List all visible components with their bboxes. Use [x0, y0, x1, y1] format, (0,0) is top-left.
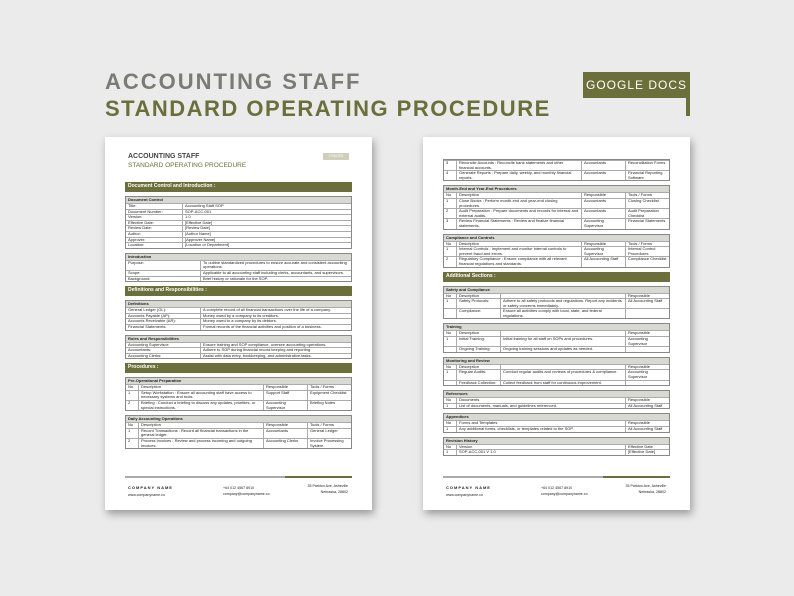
table-cell: 1	[446, 299, 449, 304]
table-heading: Training	[444, 324, 669, 330]
table-cell: Equipment Checklist	[307, 391, 351, 400]
table-cell: Accounting Clerks	[263, 439, 307, 448]
footer-company-name: COMPANY NAME	[446, 485, 491, 490]
table-cell: Responsible	[625, 365, 669, 370]
table-cell: Reconciliation Forms	[625, 161, 669, 170]
table-cell: Closing Checklist	[625, 199, 669, 208]
table-cell: No	[128, 423, 134, 428]
table-cell: 1	[128, 390, 131, 395]
table-row	[444, 426, 669, 432]
appendices-table	[443, 413, 670, 432]
table-cell: Audit Preparation : Prepare documents and records for internal and external audits.	[456, 209, 581, 218]
section-header-procedures: Procedures :	[125, 363, 352, 373]
table-row	[126, 225, 351, 231]
table-cell: Responsible	[581, 242, 625, 247]
table-row	[126, 242, 351, 248]
table-cell: Accounting Staff SOP	[182, 204, 351, 209]
table-heading: Roles and Responsibilities	[126, 336, 351, 342]
table-cell: [Review Date]	[182, 226, 351, 231]
table-cell: 2	[128, 439, 131, 444]
table-header-row	[444, 241, 669, 247]
table-cell: Description	[138, 385, 263, 390]
table-cell: Safety Protocols:	[456, 299, 500, 308]
table-cell	[500, 365, 625, 370]
table-cell: Briefing : Conduct a briefing to discuss any updates, priorities, or special instructions.	[138, 401, 263, 410]
table-cell: 1.0	[182, 215, 351, 220]
table-row	[126, 276, 351, 282]
footer-company-name: COMPANY NAME	[128, 485, 173, 490]
table-cell: Tools / Forms	[307, 423, 351, 428]
table-cell: Regulatory Compliance : Ensure compliance with all relevant financial regulations and standards.	[456, 257, 581, 266]
page-subtitle: STANDARD OPERATING PROCEDURE	[128, 162, 247, 169]
table-cell: 2	[446, 257, 449, 262]
table-cell: SOP-ACC-001	[182, 210, 351, 215]
table-cell: Ensure training and SOP compliance, oversee accounting operations.	[200, 343, 351, 348]
section-header-definitions: Definitions and Responsibilities :	[125, 286, 352, 296]
training-table	[443, 323, 670, 352]
main-title-line1: ACCOUNTING STAFF	[105, 69, 362, 94]
daily-ops-table	[125, 415, 352, 449]
table-cell: Approver:	[128, 237, 146, 242]
table-cell: Audit Preparation Checklist	[625, 209, 669, 218]
table-cell: No	[446, 331, 452, 336]
table-cell: To outline standardized procedures to ensure accurate and consistent accounting operations.	[200, 261, 351, 270]
table-cell: A complete record of all financial transactions over the life of a company.	[200, 308, 351, 313]
table-cell	[444, 309, 456, 318]
month-end-table	[443, 185, 670, 229]
footer-address-line2: Nebraska, 28802	[638, 490, 666, 494]
table-cell: Forms and Templates	[456, 421, 625, 426]
table-cell: Brief history or rationale for the SOP.	[200, 277, 351, 282]
table-cell: Description	[456, 331, 500, 336]
table-cell: SOP-ACC-001 V 1.0	[456, 450, 625, 455]
table-cell: List of documents, manuals, and guidelines referenced.	[456, 404, 625, 409]
table-row	[444, 256, 669, 266]
table-cell: No	[446, 193, 452, 198]
table-cell: 3	[446, 161, 449, 165]
footer-address-line2: Nebraska, 28802	[320, 490, 348, 494]
table-cell: Accountants:	[128, 348, 152, 353]
table-heading: Compliance and Controls	[444, 235, 669, 241]
table-cell: Money owed by a company to its creditors.	[200, 314, 351, 319]
table-cell	[444, 347, 456, 352]
table-cell: Description	[456, 294, 500, 299]
table-row	[126, 307, 351, 313]
table-heading: Monitoring and Review	[444, 358, 669, 364]
table-row	[126, 347, 351, 353]
table-cell: 1	[446, 198, 449, 203]
table-cell: 1	[446, 337, 449, 342]
table-cell: Accounting Clerks:	[128, 353, 162, 358]
table-cell: 1	[446, 403, 449, 408]
table-cell: Author:	[128, 231, 141, 236]
table-row	[126, 400, 351, 410]
table-cell: Any additional forms, checklists, or templates related to the SOP.	[456, 427, 625, 432]
document-page-2	[423, 137, 690, 510]
table-cell: 1	[446, 247, 449, 252]
table-cell: Financial Reporting Software	[625, 171, 669, 180]
table-cell: Responsible	[263, 385, 307, 390]
table-cell: Financial Statements	[625, 219, 669, 228]
table-row	[444, 218, 669, 228]
table-cell: Review Date:	[128, 226, 152, 231]
table-cell: Internal Control Procedures	[625, 247, 669, 256]
introduction-table	[125, 253, 352, 282]
table-row	[444, 369, 669, 379]
document-control-table	[125, 196, 352, 249]
monitoring-table	[443, 357, 670, 386]
table-row	[444, 403, 669, 409]
table-cell: Reconcile Accounts : Reconcile bank statements and other financial accounts.	[456, 161, 581, 170]
table-heading: Revision History	[444, 438, 669, 444]
page-footer	[125, 476, 352, 510]
table-row	[126, 203, 351, 209]
safety-table	[443, 286, 670, 320]
footer-email: company@companyname.co	[541, 492, 588, 496]
table-heading: Pre-Operational Preparation	[126, 378, 351, 384]
footer-email: company@companyname.co	[223, 492, 270, 496]
table-row	[126, 270, 351, 276]
references-table	[443, 390, 670, 409]
table-cell: Accounting Supervisor	[263, 401, 307, 410]
table-cell: Financial Statements:	[128, 324, 167, 329]
table-cell: Version:	[128, 215, 143, 220]
table-row	[444, 449, 669, 455]
page-footer	[443, 476, 670, 510]
table-heading: Appendices	[444, 414, 669, 420]
table-cell: 3	[446, 219, 449, 224]
table-cell: Close Books : Perform month-end and year-end closing procedures.	[456, 199, 581, 208]
table-cell: Tools / Forms	[307, 385, 351, 390]
table-cell: Tools / Forms	[625, 193, 669, 198]
compliance-table	[443, 234, 670, 268]
table-cell: Money owed to a company by its debtors.	[200, 319, 351, 324]
table-cell: Applicable to all accounting staff including clerks, accountants, and supervisors.	[200, 271, 351, 276]
table-row	[444, 308, 669, 318]
table-cell: Adhere to all safety protocols and regulations. Report any incidents or safety concerns immediately.	[500, 299, 625, 308]
table-heading: References	[444, 391, 669, 397]
table-row	[444, 336, 669, 346]
table-cell: Purpose:	[128, 260, 145, 265]
table-cell: Support Staff	[263, 391, 307, 400]
table-cell: [Author Name]	[182, 232, 351, 237]
table-header-row	[444, 293, 669, 299]
badge-accent-line	[686, 94, 690, 116]
table-cell: Scope:	[128, 270, 141, 275]
footer-bar-accent	[443, 476, 603, 478]
table-cell: Conduct regular audits and reviews of procedures & compliance.	[500, 370, 625, 379]
table-cell: Adhere to SOP during financial record keeping and reporting.	[200, 348, 351, 353]
table-row	[126, 318, 351, 324]
table-heading: Document Control	[126, 197, 351, 203]
table-header-row	[126, 384, 351, 390]
table-cell: Ongoing Training:	[456, 347, 500, 352]
table-row	[126, 214, 351, 220]
table-cell: [Location or Department]	[182, 243, 351, 248]
table-cell: Accounting Supervisor	[581, 247, 625, 256]
table-cell: No	[446, 241, 452, 246]
table-cell: Accountants	[263, 429, 307, 438]
footer-phone: +64 012 4567 8910	[541, 486, 573, 490]
table-row	[126, 428, 351, 438]
table-cell: Background:	[128, 276, 151, 281]
table-cell: Invoice Processing System	[307, 439, 351, 448]
table-row	[126, 260, 351, 270]
table-cell: General Ledger (GL):	[128, 308, 167, 313]
table-cell: All Accounting Staff	[625, 299, 669, 308]
table-heading: Introduction	[126, 254, 351, 260]
table-cell: [Approver Name]	[182, 238, 351, 243]
table-cell	[444, 381, 456, 386]
table-cell: 4	[446, 171, 449, 176]
table-cell: Effective Date:	[128, 220, 154, 225]
table-row	[444, 298, 669, 308]
table-cell: Responsible	[625, 421, 669, 426]
table-cell: Effective Date	[625, 445, 669, 450]
table-cell: [Effective Date]	[625, 450, 669, 455]
table-row	[444, 208, 669, 218]
table-row	[444, 346, 669, 352]
footer-phone: +64 012 4567 8910	[223, 486, 255, 490]
preop-table	[125, 377, 352, 411]
table-heading: Month-End and Year-End Procedures	[444, 186, 669, 192]
table-cell: 2	[128, 401, 131, 406]
table-header-row	[126, 422, 351, 428]
definitions-table	[125, 300, 352, 330]
table-cell: Location:	[128, 243, 145, 248]
table-cell: Description	[138, 423, 263, 428]
table-cell: Document Number:	[128, 209, 163, 214]
table-cell: Initial training for all staff on SOPs and procedures.	[500, 337, 625, 346]
table-row	[126, 390, 351, 400]
table-cell: Regular Audits:	[456, 370, 500, 379]
table-row	[126, 231, 351, 237]
table-header-row	[444, 364, 669, 370]
table-cell: Accountants	[581, 209, 625, 218]
table-cell: Record Transactions : Record all financial transactions in the general ledger.	[138, 429, 263, 438]
section-header-doc-control: Document Control and Introduction :	[125, 182, 352, 192]
table-header-row	[444, 420, 669, 426]
table-cell: Responsible	[625, 331, 669, 336]
roles-table	[125, 335, 352, 360]
footer-website: www.companyname.co	[446, 493, 483, 497]
page-header	[125, 137, 352, 182]
table-cell: Accountants	[581, 199, 625, 208]
table-cell: Tools / Forms	[625, 242, 669, 247]
table-cell: Accounting Supervisor	[581, 219, 625, 228]
table-cell: Accounts Payable (AP):	[128, 313, 171, 318]
table-heading: Definitions	[126, 301, 351, 307]
table-row	[126, 342, 351, 348]
table-header-row	[444, 330, 669, 336]
table-cell: No	[446, 364, 452, 369]
table-header-row	[444, 444, 669, 450]
table-cell: General Ledger	[307, 429, 351, 438]
table-row	[126, 313, 351, 319]
table-cell: 2	[446, 209, 449, 214]
table-cell: Compliance Checklist	[625, 257, 669, 266]
page-title: ACCOUNTING STAFF	[128, 153, 200, 160]
table-cell: 1	[128, 428, 131, 433]
table-cell: Compliance:	[456, 309, 500, 318]
table-cell: Title:	[128, 204, 137, 208]
table-row	[126, 324, 351, 330]
table-heading: Daily Accounting Operations	[126, 416, 351, 422]
table-cell: Accounting Supervisor	[625, 370, 669, 379]
table-cell: Accounting Supervisor	[625, 337, 669, 346]
table-header-row	[444, 192, 669, 198]
table-cell: Internal Controls : Implement and monitor internal controls to prevent fraud and errors.	[456, 247, 581, 256]
table-cell	[625, 381, 669, 386]
table-cell: 1	[446, 427, 449, 431]
table-cell: No	[446, 398, 452, 403]
table-row	[126, 438, 351, 448]
table-row	[126, 220, 351, 226]
table-cell	[625, 347, 669, 352]
table-row	[444, 380, 669, 386]
revision-history-table	[443, 437, 670, 456]
table-row	[126, 237, 351, 243]
table-cell: Setup Workstation : Ensure all accounting staff have access to necessary systems and tools.	[138, 391, 263, 400]
table-cell: 1	[446, 370, 449, 375]
table-cell: No	[446, 421, 452, 426]
table-cell: No	[446, 444, 452, 449]
table-cell: No	[446, 293, 452, 298]
table-cell: Accounts Receivable (AR):	[128, 319, 176, 324]
table-cell	[625, 309, 669, 318]
table-cell: Responsible	[581, 193, 625, 198]
table-cell: Description	[456, 193, 581, 198]
footer-website: www.companyname.co	[128, 493, 165, 497]
table-cell: Description	[456, 365, 500, 370]
table-cell: All Accounting Staff	[625, 427, 669, 432]
table-cell: Responsible	[625, 398, 669, 403]
table-header-row	[444, 397, 669, 403]
table-cell	[500, 294, 625, 299]
table-cell: Generate Reports : Prepare daily, weekly, and monthly financial reports.	[456, 171, 581, 180]
table-cell	[500, 331, 625, 336]
table-cell: All Accounting Staff	[581, 257, 625, 266]
daily-ops-continued-table	[443, 159, 670, 181]
table-cell: Responsible	[263, 423, 307, 428]
table-cell: Accountants	[581, 161, 625, 170]
table-row	[444, 160, 669, 170]
table-cell: [Effective Date]	[182, 221, 351, 226]
footer-bar-accent	[125, 476, 285, 478]
pages-badge: 2 PAGES	[323, 153, 349, 160]
table-cell: Process Invoices : Review and process incoming and outgoing invoices.	[138, 439, 263, 448]
table-row	[126, 353, 351, 359]
table-cell: Formal records of the financial activities and position of a business.	[200, 325, 351, 330]
section-header-additional: Additional Sections :	[443, 272, 670, 282]
table-cell: Responsible	[625, 294, 669, 299]
main-title-line2: STANDARD OPERATING PROCEDURE	[105, 96, 551, 121]
table-cell: 1	[446, 450, 449, 455]
table-cell: No	[128, 385, 134, 390]
table-cell: Feedback Collection:	[456, 381, 500, 386]
table-cell: Ensure all activities comply with local, state, and federal regulations.	[500, 309, 625, 318]
table-cell: Ongoing training sessions and updates as needed.	[500, 347, 625, 352]
table-cell: Documents	[456, 398, 625, 403]
table-cell: Assist with data entry, bookkeeping, and administrative tasks.	[200, 354, 351, 359]
table-cell: Initial Training:	[456, 337, 500, 346]
table-row	[126, 209, 351, 215]
table-row	[444, 246, 669, 256]
table-heading: Safety and Compliance	[444, 287, 669, 293]
table-cell: Briefing Notes	[307, 401, 351, 410]
table-cell: Description	[456, 242, 581, 247]
table-cell: Version	[456, 445, 625, 450]
table-cell: All Accounting Staff	[625, 404, 669, 409]
table-cell: Accountants	[581, 171, 625, 180]
google-docs-badge: GOOGLE DOCS	[583, 72, 690, 98]
table-row	[444, 198, 669, 208]
footer-address-line1: 35 Parkton Ave, Asheville	[625, 484, 666, 488]
table-cell: Accounting Supervisor:	[128, 342, 170, 347]
table-cell: Review Financial Statements : Review and finalize financial statements.	[456, 219, 581, 228]
footer-address-line1: 35 Parkton Ave, Asheville	[307, 484, 348, 488]
table-row	[444, 170, 669, 180]
table-cell: Collect feedback from staff for continuous improvement.	[500, 381, 625, 386]
document-page-1	[105, 137, 372, 510]
